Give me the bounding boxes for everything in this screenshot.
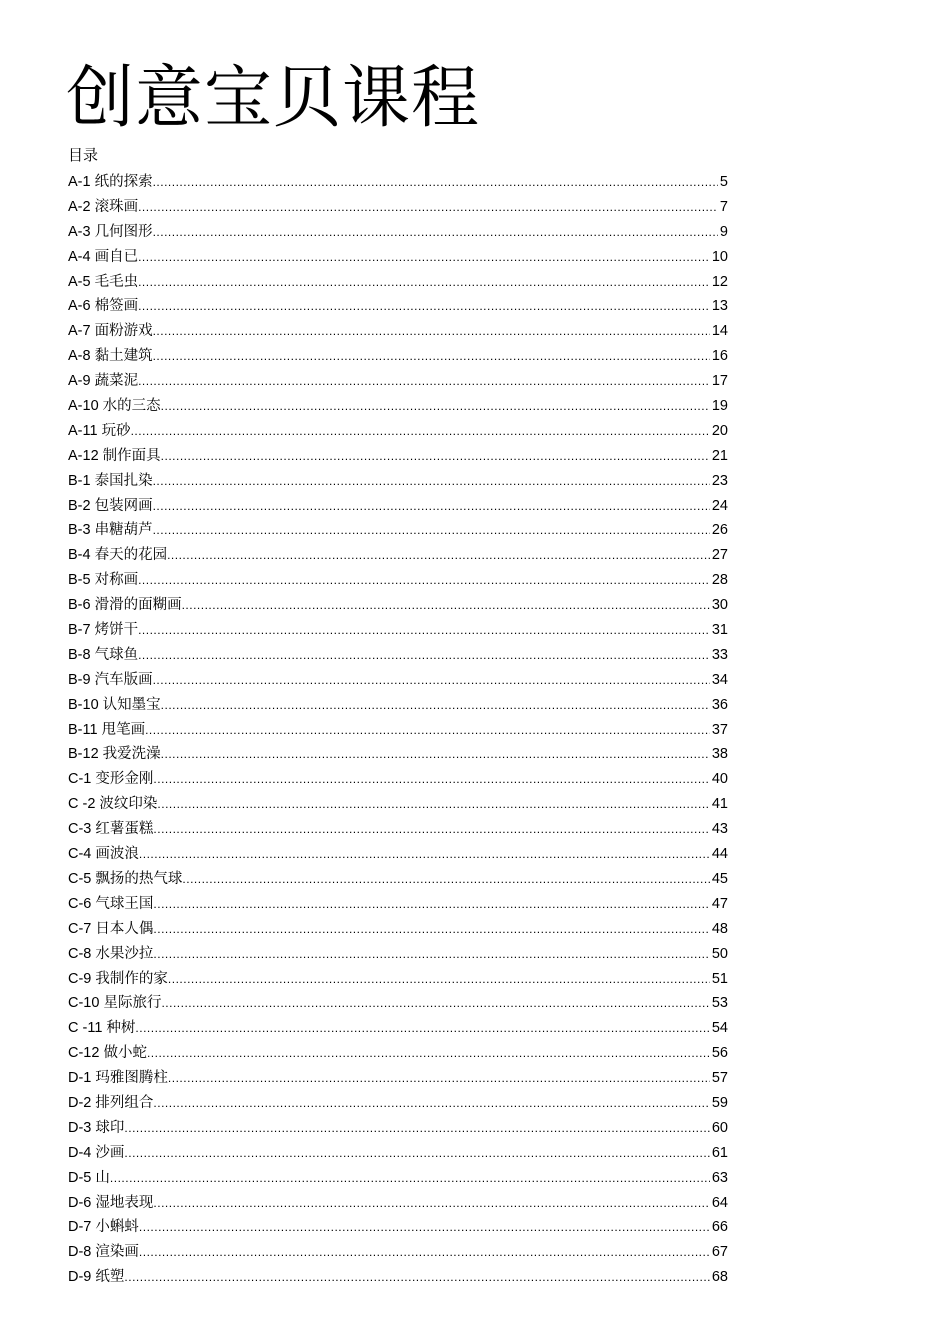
toc-entry-label: A-11 玩砂	[68, 422, 131, 439]
toc-entry[interactable]	[68, 170, 728, 195]
dot-leader	[139, 842, 710, 867]
toc-entry-label: D-1 玛雅图腾柱	[68, 1070, 168, 1087]
dot-leader	[138, 643, 710, 668]
toc-entry[interactable]	[68, 195, 728, 220]
dot-leader	[153, 1191, 709, 1216]
toc-entry-label: B-11 甩笔画	[68, 721, 146, 738]
toc-heading: 目录	[68, 147, 99, 164]
toc-entry-label: B-2 包装网画	[68, 497, 153, 514]
toc-entry[interactable]	[68, 718, 728, 743]
toc-entry[interactable]	[68, 1141, 728, 1166]
toc-entry-label: A-10 水的三态	[68, 398, 161, 415]
toc-entry-page-number: 50	[711, 945, 728, 962]
toc-entry[interactable]	[68, 767, 728, 792]
dot-leader	[168, 967, 710, 992]
dot-leader	[153, 170, 718, 195]
dot-leader	[138, 369, 710, 394]
toc-entry[interactable]	[68, 1041, 728, 1066]
toc-entry-label: D-4 沙画	[68, 1144, 125, 1161]
table-of-contents	[68, 170, 728, 1290]
toc-entry-label: A-2 滚珠画	[68, 198, 139, 215]
toc-entry[interactable]	[68, 1016, 728, 1041]
dot-leader	[153, 767, 709, 792]
toc-entry-page-number: 36	[711, 696, 728, 713]
toc-entry[interactable]	[68, 817, 728, 842]
toc-entry-page-number: 10	[711, 248, 728, 265]
dot-leader	[182, 593, 710, 618]
toc-entry-page-number: 66	[711, 1219, 728, 1236]
dot-leader	[161, 742, 710, 767]
toc-entry-page-number: 27	[711, 547, 728, 564]
toc-entry[interactable]	[68, 543, 728, 568]
dot-leader	[139, 1215, 710, 1240]
toc-entry-label: B-12 我爱洗澡	[68, 746, 161, 763]
dot-leader	[153, 220, 718, 245]
toc-entry[interactable]	[68, 742, 728, 767]
toc-entry[interactable]	[68, 1240, 728, 1265]
toc-entry[interactable]	[68, 792, 728, 817]
toc-entry-label: C-9 我制作的家	[68, 970, 168, 987]
toc-entry-label: B-5 对称画	[68, 572, 139, 589]
toc-entry-page-number: 51	[711, 970, 728, 987]
dot-leader	[161, 444, 710, 469]
toc-entry-page-number: 37	[711, 721, 728, 738]
dot-leader	[161, 693, 710, 718]
toc-entry-label: C-6 气球王国	[68, 895, 154, 912]
toc-entry-label: C -11 种树	[68, 1020, 136, 1037]
toc-entry-page-number: 17	[711, 373, 728, 390]
toc-entry-page-number: 20	[711, 422, 728, 439]
toc-entry-page-number: 53	[711, 995, 728, 1012]
dot-leader	[161, 991, 709, 1016]
toc-entry-page-number: 44	[711, 846, 728, 863]
toc-entry-label: B-9 汽车版画	[68, 671, 153, 688]
dot-leader	[153, 469, 710, 494]
toc-entry-label: A-12 制作面具	[68, 447, 161, 464]
toc-entry[interactable]	[68, 842, 728, 867]
toc-entry-page-number: 54	[711, 1020, 728, 1037]
toc-entry-label: C-4 画波浪	[68, 846, 139, 863]
dot-leader	[153, 494, 710, 519]
toc-entry[interactable]	[68, 568, 728, 593]
toc-entry-page-number: 13	[711, 298, 728, 315]
dot-leader	[153, 518, 710, 543]
toc-entry-label: D-7 小蝌蚪	[68, 1219, 139, 1236]
toc-entry-label: A-4 画自已	[68, 248, 139, 265]
dot-leader	[138, 245, 710, 270]
toc-entry[interactable]	[68, 693, 728, 718]
toc-entry-page-number: 67	[711, 1244, 728, 1261]
dot-leader	[168, 1066, 710, 1091]
toc-entry-page-number: 57	[711, 1070, 728, 1087]
dot-leader	[153, 1091, 709, 1116]
toc-entry-page-number: 47	[711, 895, 728, 912]
toc-entry-label: A-9 蔬菜泥	[68, 373, 139, 390]
toc-entry-page-number: 34	[711, 671, 728, 688]
toc-entry-page-number: 9	[719, 223, 728, 240]
toc-entry-label: D-6 湿地表现	[68, 1194, 154, 1211]
dot-leader	[153, 668, 710, 693]
dot-leader	[153, 344, 710, 369]
dot-leader	[110, 1166, 710, 1191]
toc-entry[interactable]	[68, 1091, 728, 1116]
toc-entry-label: B-10 认知墨宝	[68, 696, 161, 713]
toc-entry-label: C-12 做小蛇	[68, 1045, 147, 1062]
toc-entry[interactable]	[68, 294, 728, 319]
dot-leader	[138, 618, 710, 643]
dot-leader	[138, 195, 718, 220]
dot-leader	[153, 319, 710, 344]
toc-entry-page-number: 21	[711, 447, 728, 464]
dot-leader	[124, 1141, 709, 1166]
toc-entry-page-number: 68	[711, 1269, 728, 1286]
toc-entry-page-number: 19	[711, 398, 728, 415]
toc-entry-page-number: 14	[711, 323, 728, 340]
toc-entry-label: B-8 气球鱼	[68, 646, 139, 663]
dot-leader	[135, 1016, 709, 1041]
dot-leader	[138, 294, 710, 319]
dot-leader	[124, 1116, 709, 1141]
toc-entry[interactable]	[68, 668, 728, 693]
toc-entry-page-number: 26	[711, 522, 728, 539]
toc-entry-page-number: 33	[711, 646, 728, 663]
toc-entry-page-number: 30	[711, 597, 728, 614]
dot-leader	[153, 917, 709, 942]
toc-entry-label: C-8 水果沙拉	[68, 945, 154, 962]
toc-entry-page-number: 38	[711, 746, 728, 763]
toc-entry[interactable]	[68, 917, 728, 942]
toc-entry-page-number: 45	[711, 870, 728, 887]
toc-entry[interactable]	[68, 1066, 728, 1091]
toc-entry-page-number: 12	[711, 273, 728, 290]
dot-leader	[139, 1240, 710, 1265]
toc-entry-page-number: 23	[711, 472, 728, 489]
toc-entry-label: B-6 滑滑的面糊画	[68, 597, 182, 614]
toc-entry-label: C-1 变形金刚	[68, 771, 154, 788]
toc-entry-label: D-2 排列组合	[68, 1094, 154, 1111]
toc-entry-label: D-5 山	[68, 1169, 110, 1186]
dot-leader	[157, 792, 709, 817]
toc-entry[interactable]	[68, 518, 728, 543]
dot-leader	[161, 394, 710, 419]
dot-leader	[138, 568, 710, 593]
dot-leader	[131, 419, 710, 444]
toc-entry[interactable]	[68, 270, 728, 295]
toc-entry-page-number: 5	[719, 174, 728, 190]
dot-leader	[167, 543, 710, 568]
toc-entry[interactable]	[68, 643, 728, 668]
dot-leader	[124, 1265, 709, 1290]
toc-entry[interactable]	[68, 220, 728, 245]
toc-entry[interactable]	[68, 1215, 728, 1240]
toc-entry-page-number: 41	[711, 796, 728, 813]
toc-entry-page-number: 28	[711, 572, 728, 589]
toc-entry[interactable]	[68, 942, 728, 967]
toc-entry-page-number: 16	[711, 348, 728, 365]
toc-entry-label: B-7 烤饼干	[68, 622, 139, 639]
dot-leader	[153, 892, 709, 917]
toc-entry-page-number: 31	[711, 622, 728, 639]
toc-entry[interactable]	[68, 394, 728, 419]
toc-entry[interactable]	[68, 867, 728, 892]
toc-entry-label: B-3 串糖葫芦	[68, 522, 153, 539]
toc-entry-label: B-1 泰国扎染	[68, 472, 153, 489]
toc-entry[interactable]	[68, 245, 728, 270]
toc-entry-page-number: 64	[711, 1194, 728, 1211]
toc-entry[interactable]	[68, 369, 728, 394]
toc-entry[interactable]	[68, 1265, 728, 1290]
toc-entry-label: C-3 红薯蛋糕	[68, 821, 154, 838]
toc-entry[interactable]	[68, 444, 728, 469]
toc-entry[interactable]	[68, 892, 728, 917]
dot-leader	[153, 942, 709, 967]
toc-entry-label: D-3 球印	[68, 1119, 125, 1136]
toc-entry-label: D-8 渲染画	[68, 1244, 139, 1261]
toc-entry[interactable]	[68, 494, 728, 519]
toc-entry-page-number: 61	[711, 1144, 728, 1161]
toc-entry-label: C-7 日本人偶	[68, 920, 154, 937]
toc-entry-label: C -2 波纹印染	[68, 796, 158, 813]
toc-entry[interactable]	[68, 618, 728, 643]
toc-entry-label: C-10 星际旅行	[68, 995, 162, 1012]
toc-entry[interactable]	[68, 419, 728, 444]
toc-entry-page-number: 60	[711, 1119, 728, 1136]
toc-entry-page-number: 59	[711, 1094, 728, 1111]
toc-entry[interactable]	[68, 1191, 728, 1216]
toc-entry[interactable]	[68, 344, 728, 369]
toc-entry-page-number: 56	[711, 1045, 728, 1062]
toc-entry-label: A-7 面粉游戏	[68, 323, 153, 340]
toc-entry-label: A-8 黏土建筑	[68, 348, 153, 365]
dot-leader	[138, 270, 710, 295]
toc-entry-page-number: 24	[711, 497, 728, 514]
toc-entry[interactable]	[68, 593, 728, 618]
dot-leader	[153, 817, 709, 842]
toc-entry-page-number: 63	[711, 1169, 728, 1186]
toc-entry-label: D-9 纸塑	[68, 1269, 125, 1286]
dot-leader	[147, 1041, 710, 1066]
toc-entry-page-number: 48	[711, 920, 728, 937]
dot-leader	[145, 718, 710, 743]
toc-entry-label: A-5 毛毛虫	[68, 273, 139, 290]
toc-entry[interactable]	[68, 1116, 728, 1141]
toc-entry-label: A-1 纸的探索	[68, 174, 153, 190]
toc-entry-page-number: 40	[711, 771, 728, 788]
toc-entry-page-number: 7	[719, 198, 728, 215]
toc-entry[interactable]	[68, 967, 728, 992]
toc-entry-label: B-4 春天的花园	[68, 547, 168, 564]
toc-entry-page-number: 43	[711, 821, 728, 838]
toc-entry-label: C-5 飘扬的热气球	[68, 870, 183, 887]
toc-entry[interactable]	[68, 469, 728, 494]
toc-entry-label: A-6 棉签画	[68, 298, 139, 315]
dot-leader	[182, 867, 709, 892]
toc-entry[interactable]	[68, 319, 728, 344]
toc-entry-label: A-3 几何图形	[68, 223, 153, 240]
toc-entry[interactable]	[68, 991, 728, 1016]
page-title: 创意宝贝课程	[66, 60, 481, 136]
toc-entry[interactable]	[68, 1166, 728, 1191]
